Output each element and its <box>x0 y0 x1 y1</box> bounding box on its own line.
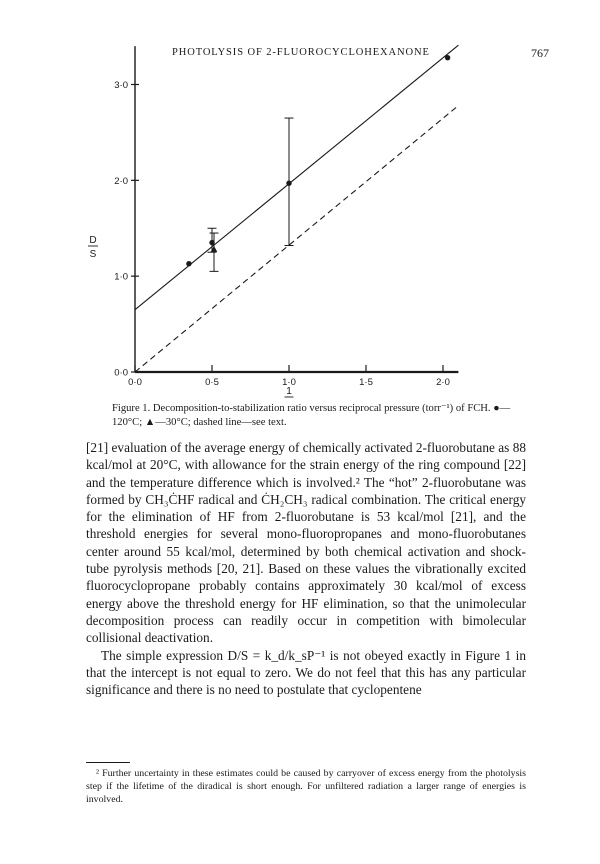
page-number: 767 <box>531 46 549 60</box>
figure-caption: Figure 1. Decomposition-to-stabilization ratio versus reciprocal pressure (torr⁻¹) of FCH. ●—120°C; ▲—30°C; dashed line—see text. <box>112 403 511 428</box>
x-tick-label: 0·5 <box>205 377 219 388</box>
body-text <box>86 439 526 698</box>
x-axis-label-denominator <box>286 399 293 400</box>
x-tick-label: 1·0 <box>282 377 296 388</box>
body-paragraph-1: [21] evaluation of the average energy of chemically activated 2-fluorobutane as 88 kcal/mol at 20°C, with allowance for the strain energy of the ring compound [22] and the temperature difference which is involved.² The “hot” 2-fluorobutane was formed by CH₃ĊHF radical and ĊH₂CH₃ radical combination. The critical energy for the elimination of HF from 2-fluorobutane is 53 kcal/mol [21], and the threshold energies for several mono-fluoropropanes and mono-fluorobutanes center around 55 kcal/mol, determined by both chemical activation and shock-tube pyrolysis methods [20, 21]. Based on these values the vibrationally excited fluorocyclopropane probably contains approximately 30 kcal/mol of excess energy above the threshold energy for HF elimination, so that the unimolecular decomposition process can readily occur in competition with bimolecular collisional deactivation. <box>86 440 526 646</box>
y-tick-label: 0·0 <box>114 367 128 379</box>
data-point-120C <box>186 261 191 266</box>
y-axis-label-numerator: D <box>89 235 97 246</box>
data-point-120C <box>445 55 450 60</box>
body-paragraph-2: The simple expression D/S = k_d/k_sP⁻¹ is not obeyed exactly in Figure 1 in that the intercept is not equal to zero. We do not feel that this has any particular significance and there is no need to postulate that cyclopentene <box>86 647 526 698</box>
y-tick-label: 2·0 <box>114 175 128 187</box>
x-axis-label-numerator: 1 <box>286 386 292 397</box>
y-tick-label: 3·0 <box>114 80 128 91</box>
y-tick-label: 1·0 <box>114 271 128 283</box>
dashed-reference-line <box>135 106 458 372</box>
data-point-120C <box>286 181 291 186</box>
footnote-rule <box>86 762 130 763</box>
y-axis-label-denominator: S <box>89 249 97 260</box>
running-title: PHOTOLYSIS OF 2-FLUOROCYCLOHEXANONE <box>172 47 430 58</box>
footnote: ² Further uncertainty in these estimates could be caused by carryover of excess energy from the photolysis step if the lifetime of the diradical is short enough. For unfiltered radiation a larger range of energies is involved. <box>86 768 526 805</box>
x-tick-label: 2·0 <box>436 377 450 388</box>
figure-1-chart <box>0 0 600 400</box>
x-tick-label: 1·5 <box>359 377 373 388</box>
x-tick-label: 0·0 <box>128 377 142 388</box>
fitted-line-120C <box>135 45 458 310</box>
